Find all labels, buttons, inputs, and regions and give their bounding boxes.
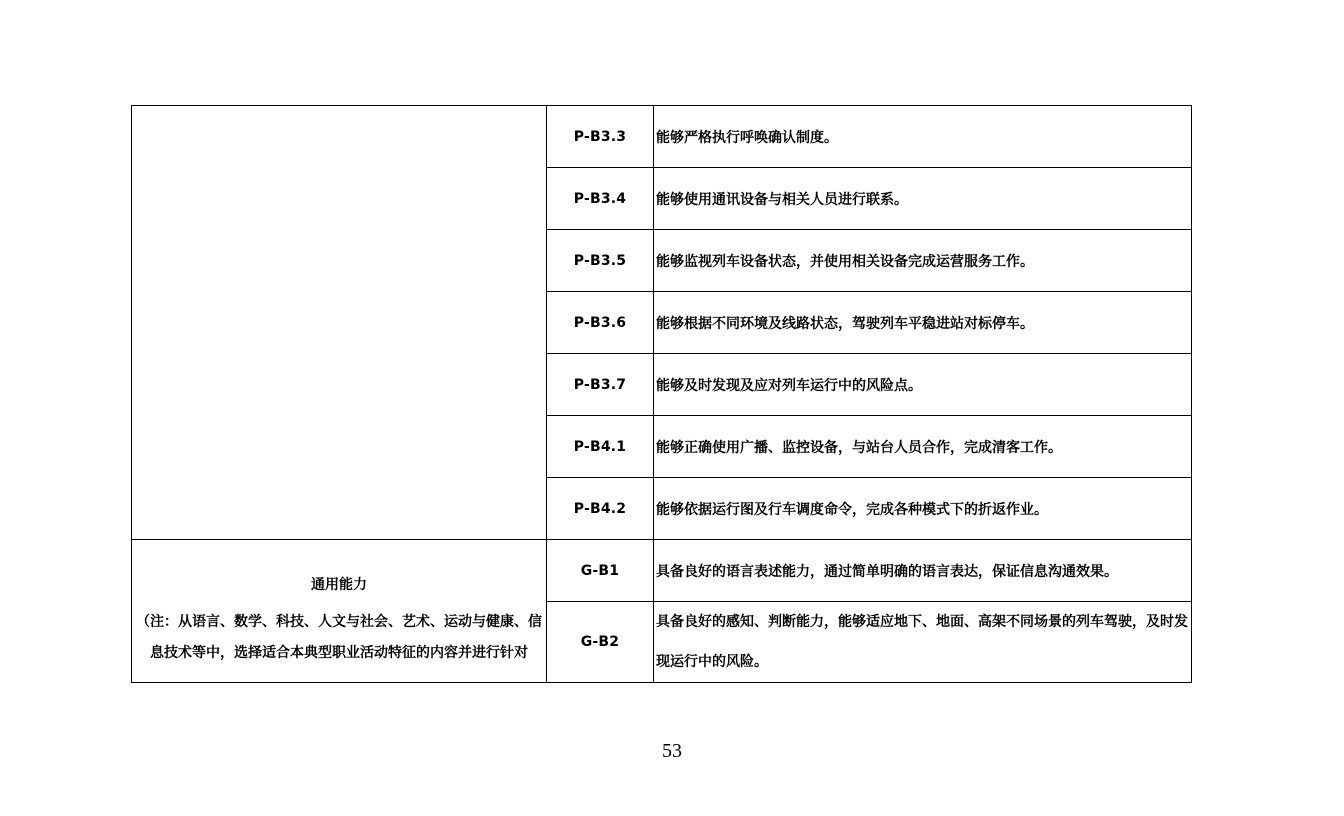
table-row bbox=[132, 540, 1192, 602]
category-note: （注：从语言、数学、科技、人文与社会、艺术、运动与健康、信息技术等中，选择适合本典型职业活动特征的内容并进行针对 bbox=[136, 614, 542, 661]
competency-description: 能够正确使用广播、监控设备，与站台人员合作，完成清客工作。 bbox=[654, 416, 1192, 478]
competency-description: 具备良好的语言表述能力，通过简单明确的语言表达，保证信息沟通效果。 bbox=[654, 540, 1192, 602]
competency-code: G-B2 bbox=[547, 602, 654, 683]
competency-description: 能够使用通讯设备与相关人员进行联系。 bbox=[654, 168, 1192, 230]
competency-code: P-B3.6 bbox=[547, 292, 654, 354]
competency-code: G-B1 bbox=[547, 540, 654, 602]
blank-merged-cell bbox=[132, 106, 547, 540]
page-number: 53 bbox=[662, 740, 682, 762]
competency-code: P-B3.7 bbox=[547, 354, 654, 416]
competency-description: 具备良好的感知、判断能力，能够适应地下、地面、高架不同场景的列车驾驶，及时发现运行中的风险。 bbox=[654, 602, 1192, 683]
category-title: 通用能力 bbox=[311, 577, 367, 593]
competency-code: P-B3.3 bbox=[547, 106, 654, 168]
competency-description: 能够根据不同环境及线路状态，驾驶列车平稳进站对标停车。 bbox=[654, 292, 1192, 354]
table-row bbox=[132, 106, 1192, 168]
general-ability-category bbox=[132, 540, 547, 683]
competency-code: P-B3.4 bbox=[547, 168, 654, 230]
competency-table bbox=[131, 105, 1192, 683]
competency-description: 能够严格执行呼唤确认制度。 bbox=[654, 106, 1192, 168]
competency-description: 能够依据运行图及行车调度命令，完成各种模式下的折返作业。 bbox=[654, 478, 1192, 540]
competency-code: P-B4.2 bbox=[547, 478, 654, 540]
competency-description: 能够及时发现及应对列车运行中的风险点。 bbox=[654, 354, 1192, 416]
competency-code: P-B3.5 bbox=[547, 230, 654, 292]
competency-description: 能够监视列车设备状态，并使用相关设备完成运营服务工作。 bbox=[654, 230, 1192, 292]
competency-code: P-B4.1 bbox=[547, 416, 654, 478]
